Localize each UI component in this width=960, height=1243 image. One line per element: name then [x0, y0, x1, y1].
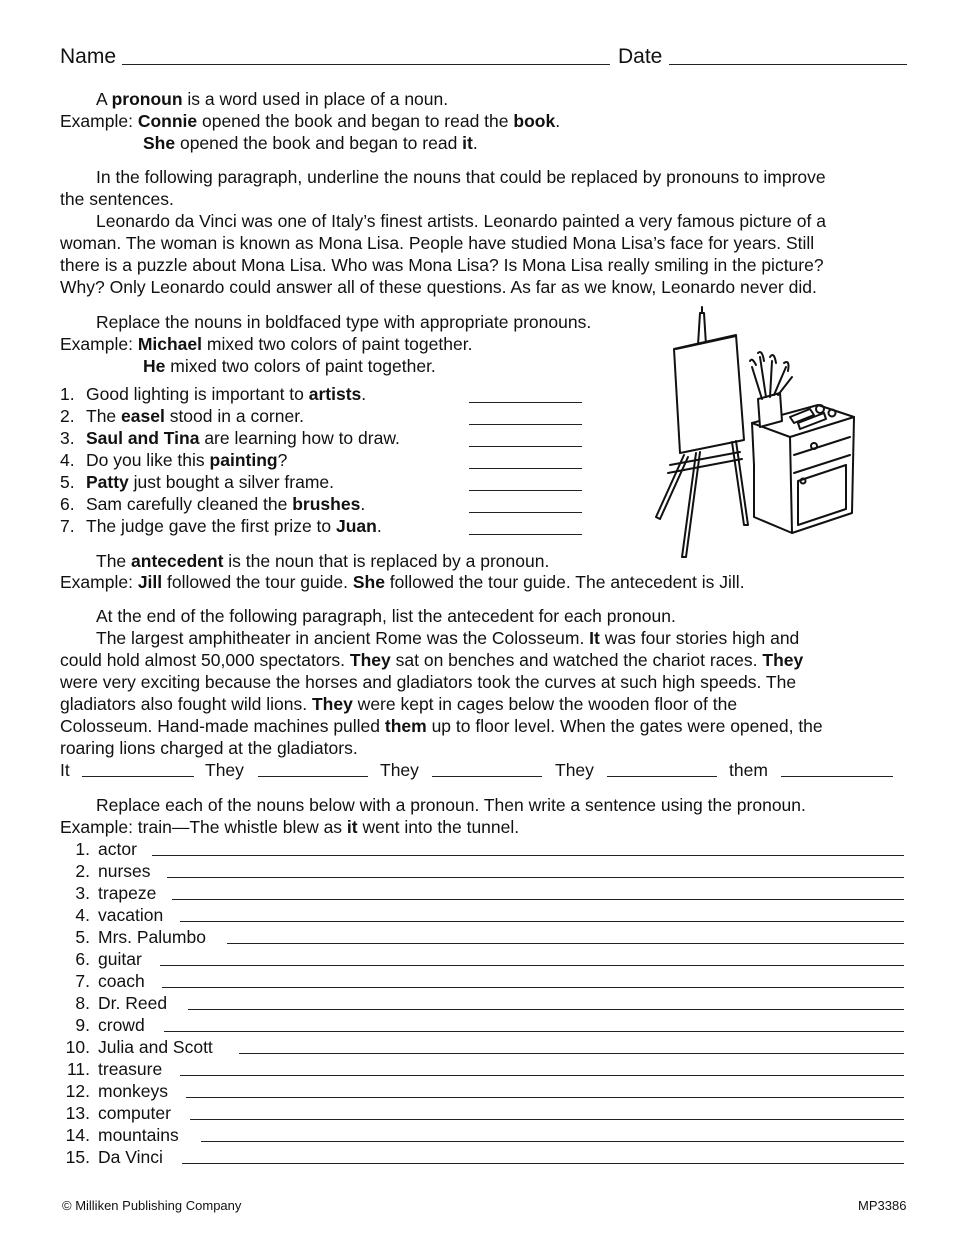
sentence-item: [60, 882, 156, 904]
colosseum-paragraph-line: The largest amphitheater in ancient Rome was the Colosseum. It was four stories high and: [96, 628, 800, 648]
noun-word: coach: [98, 971, 145, 991]
noun-word: Da Vinci: [98, 1147, 163, 1167]
sentence-answer-line[interactable]: [190, 1119, 904, 1120]
item-number: 10.: [65, 1037, 90, 1057]
antecedent-answer-line[interactable]: [258, 776, 368, 777]
antecedent-pronoun-label: It: [60, 760, 70, 780]
pronoun-item: 3. Saul and Tina are learning how to draw.: [60, 428, 400, 448]
pronoun-item: 7. The judge gave the first prize to Juan.: [60, 516, 382, 536]
item-number: 2.: [60, 406, 75, 426]
antecedent-answer-line[interactable]: [607, 776, 717, 777]
sentence-item: [60, 1080, 168, 1102]
item-number: 6.: [75, 949, 90, 969]
noun-word: guitar: [98, 949, 142, 969]
product-code: MP3386: [858, 1198, 907, 1213]
pronoun-item: 1. Good lighting is important to artists.: [60, 384, 367, 404]
name-label: Name: [60, 45, 117, 68]
item-number: 5.: [60, 472, 75, 492]
item-number: 15.: [65, 1147, 90, 1167]
sentence-answer-line[interactable]: [201, 1141, 904, 1142]
date-label: Date: [618, 45, 663, 68]
item-number: 2.: [75, 861, 90, 881]
antecedent-answer-line[interactable]: [781, 776, 893, 777]
sentence-item: [60, 1058, 162, 1080]
sentence-answer-line[interactable]: [160, 965, 904, 966]
antecedent-pronoun-label: They: [555, 760, 594, 780]
item-number: 7.: [75, 971, 90, 991]
pronoun-answer-line[interactable]: [469, 468, 582, 469]
section1-paragraph-line: woman. The woman is known as Mona Lisa. People have studied Mona Lisa’s face for years. Still: [60, 233, 815, 253]
pronoun-answer-line[interactable]: [469, 402, 582, 403]
noun-word: Julia and Scott: [98, 1037, 213, 1057]
sentence-answer-line[interactable]: [167, 877, 904, 878]
intro-example-2: She opened the book and began to read it.: [143, 133, 478, 153]
section4-instruction: At the end of the following paragraph, list the antecedent for each pronoun.: [96, 606, 676, 626]
colosseum-paragraph-line: Colosseum. Hand-made machines pulled them up to floor level. When the gates were opened, the: [60, 716, 823, 736]
sentence-answer-line[interactable]: [152, 855, 904, 856]
item-number: 11.: [66, 1059, 90, 1079]
section5-example: Example: train—The whistle blew as it went into the tunnel.: [60, 817, 520, 837]
noun-word: vacation: [98, 905, 164, 925]
pronoun-item: 6. Sam carefully cleaned the brushes.: [60, 494, 366, 514]
noun-word: actor: [98, 839, 137, 859]
item-number: 13.: [65, 1103, 90, 1123]
sentence-item: [60, 904, 163, 926]
item-number: 4.: [60, 450, 75, 470]
colosseum-paragraph-line: could hold almost 50,000 spectators. They sat on benches and watched the chariot races. They: [60, 650, 804, 670]
pronoun-item: 2. The easel stood in a corner.: [60, 406, 304, 426]
item-number: 3.: [60, 428, 75, 448]
item-number: 1.: [75, 839, 90, 859]
noun-word: trapeze: [98, 883, 157, 903]
section2-example-1: Example: Michael mixed two colors of paint together.: [60, 334, 473, 354]
section1-paragraph-line: there is a puzzle about Mona Lisa. Who was Mona Lisa? Is Mona Lisa really smiling in the picture?: [60, 255, 824, 275]
noun-word: treasure: [98, 1059, 163, 1079]
section5-instruction: Replace each of the nouns below with a pronoun. Then write a sentence using the pronoun.: [96, 795, 806, 815]
antecedent-definition: The antecedent is the noun that is replaced by a pronoun.: [96, 551, 550, 571]
sentence-answer-line[interactable]: [188, 1009, 904, 1010]
antecedent-answer-line[interactable]: [432, 776, 542, 777]
pronoun-definition: A pronoun is a word used in place of a noun.: [96, 89, 449, 109]
colosseum-paragraph-line: roaring lions charged at the gladiators.: [60, 738, 358, 758]
item-number: 8.: [75, 993, 90, 1013]
intro-example-1: Example: Connie opened the book and began to read the book.: [60, 111, 561, 131]
noun-word: nurses: [98, 861, 151, 881]
pronoun-item: 4. Do you like this painting?: [60, 450, 288, 470]
section1-instruction-line2: the sentences.: [60, 189, 174, 209]
item-number: 3.: [75, 883, 90, 903]
item-number: 12.: [65, 1081, 90, 1101]
antecedent-example: Example: Jill followed the tour guide. She followed the tour guide. The antecedent is Jill.: [60, 572, 745, 592]
sentence-item: [60, 1124, 179, 1146]
sentence-answer-line[interactable]: [182, 1163, 904, 1164]
antecedent-pronoun-label: They: [205, 760, 244, 780]
pronoun-answer-line[interactable]: [469, 446, 582, 447]
name-line[interactable]: [122, 64, 610, 65]
item-number: 4.: [75, 905, 90, 925]
pronoun-answer-line[interactable]: [469, 490, 582, 491]
sentence-answer-line[interactable]: [172, 899, 904, 900]
antecedent-pronoun-label: them: [729, 760, 768, 780]
section2-example-2: He mixed two colors of paint together.: [143, 356, 436, 376]
pronoun-answer-line[interactable]: [469, 534, 582, 535]
pronoun-item: 5. Patty just bought a silver frame.: [60, 472, 335, 492]
sentence-item: [60, 1036, 213, 1058]
item-number: 1.: [60, 384, 75, 404]
sentence-item: [60, 992, 167, 1014]
item-number: 5.: [75, 927, 90, 947]
sentence-answer-line[interactable]: [227, 943, 904, 944]
sentence-answer-line[interactable]: [164, 1031, 904, 1032]
sentence-item: [60, 838, 137, 860]
noun-word: mountains: [98, 1125, 179, 1145]
easel-and-paint-cabinet-icon: [640, 305, 862, 560]
sentence-item: [60, 926, 206, 948]
colosseum-paragraph-line: were very exciting because the horses and gladiators took the curves at such high speeds. The: [60, 672, 797, 692]
sentence-answer-line[interactable]: [180, 1075, 904, 1076]
item-number: 7.: [60, 516, 75, 536]
date-line[interactable]: [669, 64, 907, 65]
item-number: 6.: [60, 494, 75, 514]
noun-word: Mrs. Palumbo: [98, 927, 206, 947]
sentence-answer-line[interactable]: [239, 1053, 904, 1054]
item-number: 14.: [65, 1125, 90, 1145]
sentence-item: [60, 948, 142, 970]
antecedent-pronoun-label: They: [380, 760, 419, 780]
colosseum-paragraph-line: gladiators also fought wild lions. They were kept in cages below the wooden floor of the: [60, 694, 738, 714]
pronoun-answer-line[interactable]: [469, 512, 582, 513]
sentence-item: [60, 1102, 171, 1124]
sentence-item: [60, 970, 145, 992]
sentence-item: [60, 1014, 145, 1036]
sentence-answer-line[interactable]: [180, 921, 904, 922]
sentence-answer-line[interactable]: [186, 1097, 904, 1098]
antecedent-answer-line[interactable]: [82, 776, 194, 777]
noun-word: computer: [98, 1103, 171, 1123]
item-number: 9.: [75, 1015, 90, 1035]
noun-word: monkeys: [98, 1081, 169, 1101]
sentence-item: [60, 1146, 163, 1168]
noun-word: Dr. Reed: [98, 993, 168, 1013]
sentence-answer-line[interactable]: [162, 987, 904, 988]
copyright: © Milliken Publishing Company: [62, 1198, 242, 1213]
section1-paragraph-line: Leonardo da Vinci was one of Italy’s finest artists. Leonardo painted a very famous picture of a: [96, 211, 826, 231]
sentence-item: [60, 860, 151, 882]
section2-instruction: Replace the nouns in boldfaced type with appropriate pronouns.: [96, 312, 592, 332]
section1-instruction-line1: In the following paragraph, underline the nouns that could be replaced by pronouns to improve: [96, 167, 826, 187]
section1-paragraph-line: Why? Only Leonardo could answer all of these questions. As far as we know, Leonardo never did.: [60, 277, 817, 297]
noun-word: crowd: [98, 1015, 145, 1035]
pronoun-answer-line[interactable]: [469, 424, 582, 425]
